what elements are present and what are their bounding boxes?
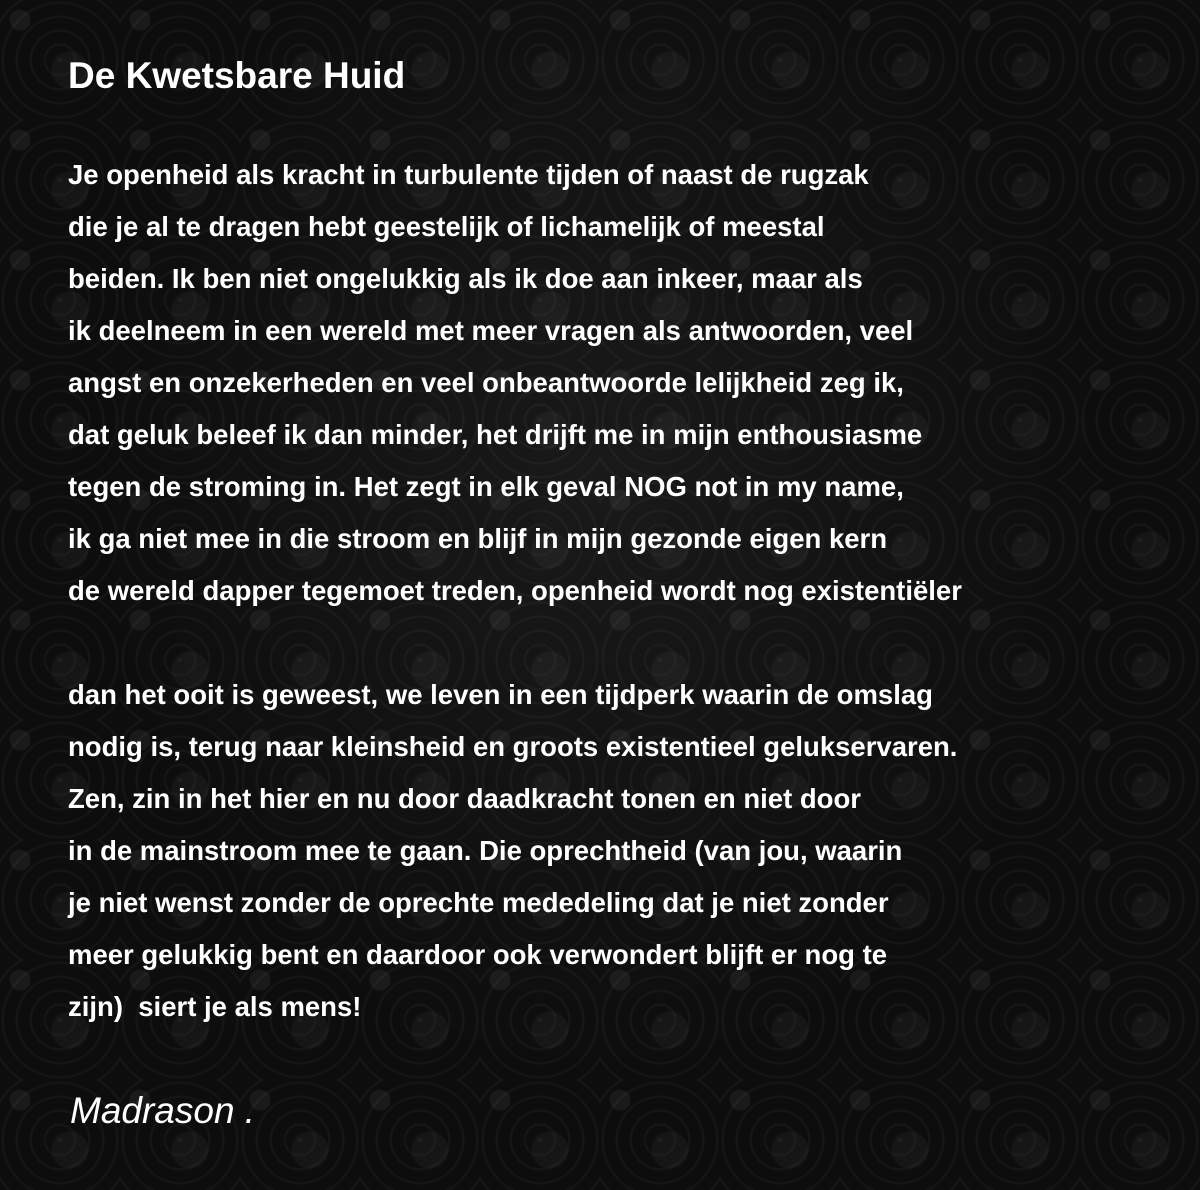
poem-line: angst en onzekerheden en veel onbeantwoorde lelijkheid zeg ik,: [68, 367, 904, 398]
poem-line: tegen de stroming in. Het zegt in elk geval NOG not in my name,: [68, 471, 904, 502]
poem-line: Je openheid als kracht in turbulente tijden of naast de rugzak: [68, 159, 869, 190]
poem-line: die je al te dragen hebt geestelijk of lichamelijk of meestal: [68, 211, 825, 242]
poem-line: ik deelneem in een wereld met meer vragen als antwoorden, veel: [68, 315, 914, 346]
poem-line: dat geluk beleef ik dan minder, het drijft me in mijn enthousiasme: [68, 419, 923, 450]
poem-line: Zen, zin in het hier en nu door daadkracht tonen en niet door: [68, 783, 861, 814]
poem-line: ik ga niet mee in die stroom en blijf in mijn gezonde eigen kern: [68, 523, 888, 554]
poem-line: beiden. Ik ben niet ongelukkig als ik doe aan inkeer, maar als: [68, 263, 863, 294]
poem-line: de wereld dapper tegemoet treden, openheid wordt nog existentiëler: [68, 575, 962, 606]
stanza-1: [68, 149, 1168, 617]
poem-line: in de mainstroom mee te gaan. Die oprechtheid (van jou, waarin: [68, 835, 903, 866]
poem-line: nodig is, terug naar kleinsheid en groots existentieel gelukservaren.: [68, 731, 958, 762]
poem-line: dan het ooit is geweest, we leven in een tijdperk waarin de omslag: [68, 679, 933, 710]
poem-line: zijn) siert je als mens!: [68, 991, 362, 1022]
poem-line: je niet wenst zonder de oprechte mededeling dat je niet zonder: [68, 887, 889, 918]
stanza-2: [68, 669, 1168, 1033]
poem-author: Madrason .: [70, 1090, 256, 1131]
poem-title: De Kwetsbare Huid: [68, 55, 406, 96]
poem-line: meer gelukkig bent en daardoor ook verwondert blijft er nog te: [68, 939, 888, 970]
